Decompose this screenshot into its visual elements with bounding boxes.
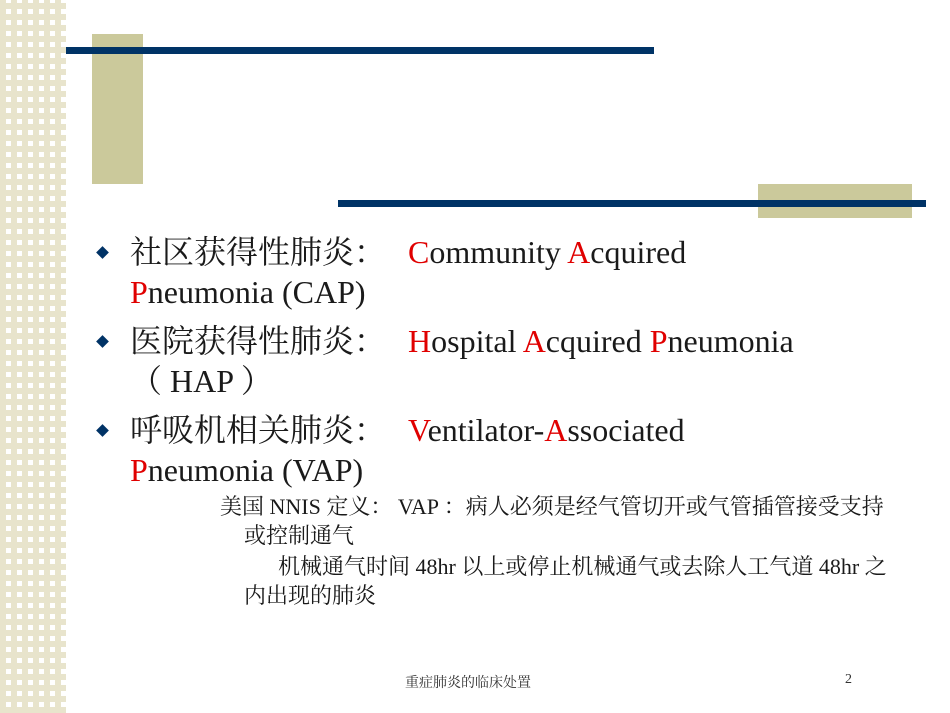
bullet-item-hap [92, 321, 912, 401]
bullet-cn-label: 社区获得性肺炎： [130, 234, 387, 270]
bullet-en-term-cont: （ HAP ） [130, 363, 273, 399]
initial-letter: P [130, 274, 148, 310]
bullet-cn-label: 呼吸机相关肺炎： [130, 412, 387, 448]
initial-letter: P [649, 323, 668, 359]
slide-footer [0, 672, 950, 692]
term-text: cquired [545, 323, 650, 359]
term-text: entilator- [427, 412, 545, 448]
bullet-en-term-cont [130, 452, 363, 488]
initial-letter: A [522, 323, 546, 359]
bullet-item-cap [92, 232, 912, 312]
bullet-list [92, 232, 912, 499]
initial-letter: A [567, 234, 591, 270]
initial-letter: V [408, 412, 428, 448]
initial-letter: C [408, 234, 430, 270]
term-text: cquired [590, 234, 687, 270]
term-text: ommunity [429, 234, 568, 270]
bullet-item-vap [92, 410, 912, 490]
page-number: 2 [845, 672, 852, 687]
bullet-en-term [408, 323, 794, 359]
definition-line-1: 美国 NNIS 定义： VAP ：病人必须是经气管切开或气管插管接受支持或控制通气 [220, 494, 884, 548]
diamond-bullet-icon [96, 246, 109, 259]
initial-letter: H [408, 323, 432, 359]
diamond-bullet-icon [96, 335, 109, 348]
decor-navy-line-mid [338, 200, 926, 207]
initial-letter: A [544, 412, 568, 448]
term-text: neumonia (CAP) [147, 274, 366, 310]
checkered-side-strip [0, 0, 66, 713]
initial-letter: P [130, 452, 148, 488]
term-text: neumonia [667, 323, 794, 359]
term-text: ssociated [567, 412, 685, 448]
decor-navy-line-top [66, 47, 654, 54]
vap-definition [220, 492, 900, 610]
term-text: neumonia (VAP) [147, 452, 364, 488]
decor-tan-block-top [92, 34, 143, 184]
bullet-en-term-cont [130, 274, 366, 310]
diamond-bullet-icon [96, 424, 109, 437]
bullet-en-term [408, 412, 685, 448]
bullet-cn-label: 医院获得性肺炎： [130, 323, 387, 359]
footer-title: 重症肺炎的临床处置 [405, 676, 531, 691]
definition-line-2: 机械通气时间 48hr 以上或停止机械通气或去除人工气道 48hr 之内出现的肺炎 [244, 554, 887, 608]
term-text: ospital [431, 323, 523, 359]
bullet-en-term [408, 234, 686, 270]
